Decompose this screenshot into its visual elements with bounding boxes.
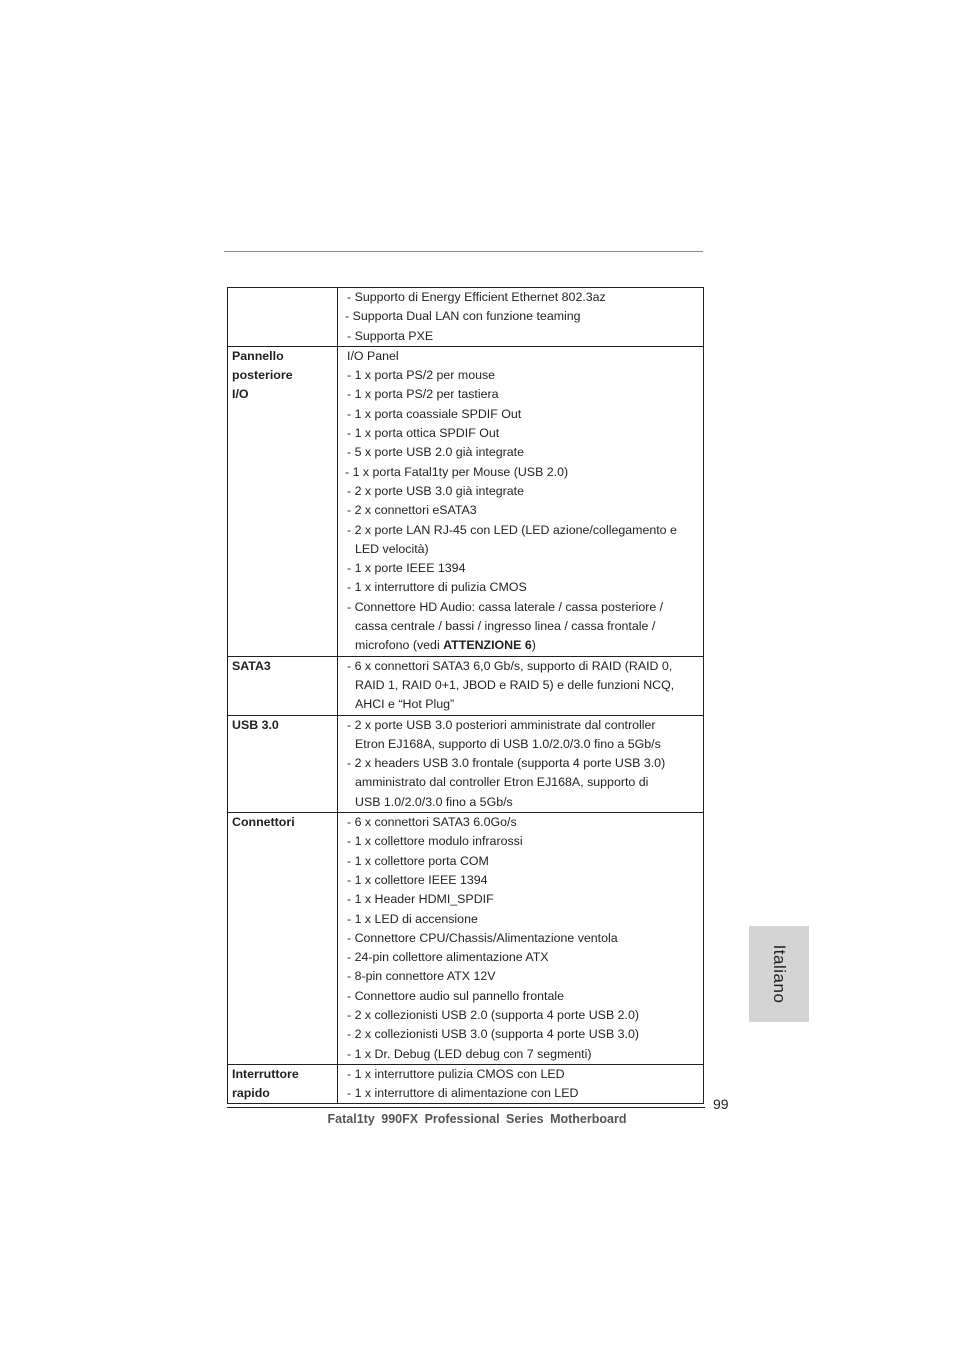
row-label	[228, 813, 338, 1065]
row-label	[228, 1064, 338, 1104]
table-row	[228, 288, 704, 347]
spec-line: - 2 x porte LAN RJ-45 con LED (LED azione/collegamento e	[347, 522, 677, 537]
row-label	[228, 656, 338, 715]
spec-line: - 1 x porta Fatal1ty per Mouse (USB 2.0)	[345, 464, 569, 479]
spec-line-text: )	[531, 638, 536, 653]
spec-line: - 24-pin collettore alimentazione ATX	[347, 950, 549, 965]
spec-line: - Connettore HD Audio: cassa laterale / cassa posteriore /	[347, 599, 664, 614]
label-line: USB 3.0	[232, 717, 279, 732]
table-row	[228, 1064, 704, 1104]
spec-line: USB 1.0/2.0/3.0 fino a 5Gb/s	[355, 794, 513, 809]
spec-line: - 1 x collettore modulo infrarossi	[347, 834, 523, 849]
row-content	[338, 346, 704, 656]
spec-line: - Supporta PXE	[347, 328, 434, 343]
spec-line: RAID 1, RAID 0+1, JBOD e RAID 5) e delle funzioni NCQ,	[355, 677, 675, 692]
spec-line: - Connettore CPU/Chassis/Alimentazione ventola	[347, 930, 618, 945]
spec-line: LED velocità)	[355, 541, 429, 556]
spec-line: - 2 x collezionisti USB 2.0 (supporta 4 porte USB 2.0)	[347, 1007, 640, 1022]
spec-line: - Supporta Dual LAN con funzione teaming	[345, 309, 581, 324]
spec-line: - 1 x interruttore di alimentazione con LED	[347, 1086, 579, 1101]
bottom-rule	[227, 1107, 705, 1108]
spec-line: - 1 x interruttore di pulizia CMOS	[347, 580, 527, 595]
top-rule	[224, 251, 703, 252]
spec-line: - 8-pin connettore ATX 12V	[347, 969, 496, 984]
spec-line: - 1 x collettore IEEE 1394	[347, 872, 488, 887]
table-row	[228, 813, 704, 1065]
spec-line: - 2 x porte USB 3.0 già integrate	[347, 483, 525, 498]
table-row	[228, 656, 704, 715]
spec-line: - 6 x connettori SATA3 6,0 Gb/s, supporto di RAID (RAID 0,	[347, 658, 673, 673]
spec-line: - 1 x interruttore pulizia CMOS con LED	[347, 1066, 565, 1081]
spec-line: - 5 x porte USB 2.0 già integrate	[347, 445, 525, 460]
spec-line: AHCI e “Hot Plug”	[355, 697, 455, 712]
spec-line: - 1 x porte IEEE 1394	[347, 561, 466, 576]
row-label	[228, 715, 338, 812]
attention-reference: ATTENZIONE 6	[443, 638, 532, 653]
spec-line: - 1 x porta PS/2 per tastiera	[347, 387, 499, 402]
label-line: Pannello	[232, 348, 284, 363]
spec-line: - 1 x porta PS/2 per mouse	[347, 368, 496, 383]
page-number: 99	[713, 1096, 729, 1112]
row-content	[338, 1064, 704, 1104]
spec-line: cassa centrale / bassi / ingresso linea / cassa frontale /	[355, 619, 656, 634]
label-line: Interruttore	[232, 1066, 299, 1081]
footer-title: Fatal1ty 990FX Professional Series Motherboard	[327, 1112, 627, 1126]
spec-line: - 1 x Header HDMI_SPDIF	[347, 892, 494, 907]
spec-line: - 2 x porte USB 3.0 posteriori amministrate dal controller	[347, 717, 656, 732]
row-label	[228, 288, 338, 347]
language-tab-label: Italiano	[770, 944, 789, 1004]
label-line: I/O	[232, 387, 249, 402]
table-row	[228, 346, 704, 656]
table-row	[228, 715, 704, 812]
label-line: SATA3	[232, 658, 271, 673]
spec-line: Etron EJ168A, supporto di USB 1.0/2.0/3.0 fino a 5Gb/s	[355, 736, 661, 751]
label-line: Connettori	[232, 815, 295, 830]
label-line: posteriore	[232, 368, 293, 383]
spec-line: - Supporto di Energy Efficient Ethernet 802.3az	[347, 290, 606, 304]
spec-line: - 1 x LED di accensione	[347, 911, 478, 926]
row-content	[338, 288, 704, 347]
label-line: rapido	[232, 1086, 270, 1101]
spec-line	[345, 636, 703, 655]
spec-line: amministrato dal controller Etron EJ168A, supporto di	[355, 775, 649, 790]
spec-line: - 2 x headers USB 3.0 frontale (supporta 4 porte USB 3.0)	[347, 756, 666, 771]
language-tab	[749, 926, 809, 1022]
spec-line: - 2 x connettori eSATA3	[347, 503, 477, 518]
spec-line: - 1 x porta ottica SPDIF Out	[347, 426, 500, 441]
row-label	[228, 346, 338, 656]
spec-line-text: microfono (vedi	[355, 638, 444, 653]
spec-table	[227, 287, 704, 1104]
spec-line: - 1 x collettore porta COM	[347, 853, 489, 868]
spec-line: - 2 x collezionisti USB 3.0 (supporta 4 porte USB 3.0)	[347, 1027, 640, 1042]
row-content	[338, 715, 704, 812]
spec-line: - 1 x Dr. Debug (LED debug con 7 segmenti)	[347, 1046, 592, 1061]
spec-line: - Connettore audio sul pannello frontale	[347, 988, 564, 1003]
row-content	[338, 813, 704, 1065]
spec-line: I/O Panel	[347, 348, 399, 363]
spec-line: - 1 x porta coassiale SPDIF Out	[347, 406, 522, 421]
spec-line: - 6 x connettori SATA3 6.0Go/s	[347, 815, 517, 830]
row-content	[338, 656, 704, 715]
